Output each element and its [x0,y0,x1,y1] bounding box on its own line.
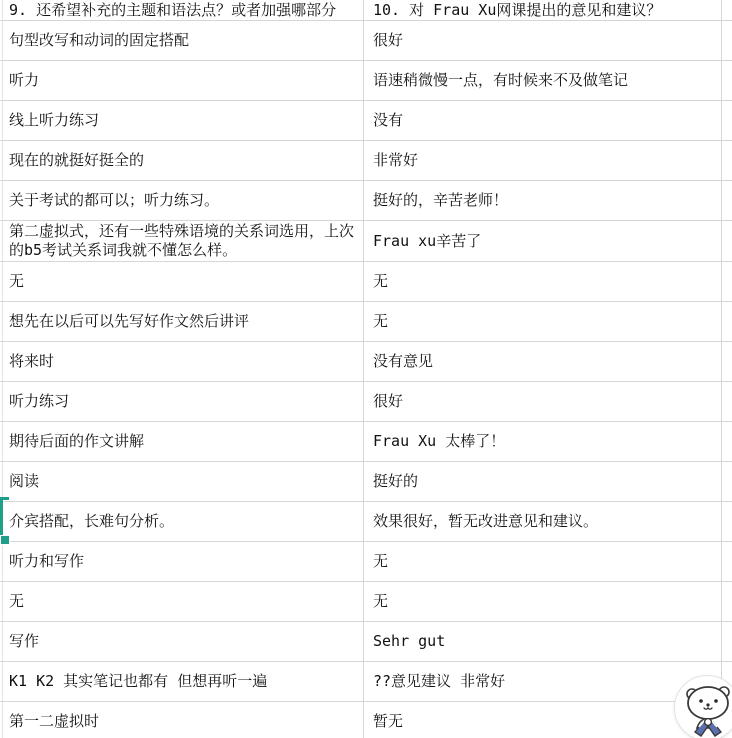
table-cell[interactable]: 听力和写作 [0,542,364,581]
table-cell[interactable]: 效果很好，暂无改进意见和建议。 [364,502,722,541]
table-cell[interactable]: 很好 [364,21,722,60]
filler-cell[interactable] [722,542,732,581]
selection-border-top [0,497,9,500]
table-cell[interactable]: 第二虚拟式，还有一些特殊语境的关系词选用，上次的b5考试关系词我就不懂怎么样。 [0,221,364,261]
table-cell[interactable]: 很好 [364,382,722,421]
table-row [0,302,732,342]
filler-cell[interactable] [722,422,732,461]
table-cell[interactable]: Frau xu辛苦了 [364,221,722,261]
table-cell[interactable]: 关于考试的都可以；听力练习。 [0,181,364,220]
table-row [0,262,732,302]
table-cell[interactable]: 挺好的 [364,462,722,501]
table-cell[interactable]: 想先在以后可以先写好作文然后讲评 [0,302,364,341]
filler-cell[interactable] [722,462,732,501]
table-cell[interactable]: 听力练习 [0,382,364,421]
table-row [0,382,732,422]
table-cell[interactable]: 现在的就挺好挺全的 [0,141,364,180]
filler-cell[interactable] [722,502,732,541]
table-cell[interactable]: 语速稍微慢一点，有时候来不及做笔记 [364,61,722,100]
table-cell[interactable]: Frau Xu 太棒了！ [364,422,722,461]
table-cell[interactable]: 无 [364,302,722,341]
table-cell[interactable]: 没有意见 [364,342,722,381]
filler-cell[interactable] [722,21,732,60]
bear-icon [675,676,732,738]
filler-cell[interactable] [722,302,732,341]
filler-cell[interactable] [722,101,732,140]
table-cell[interactable]: 第一二虚拟时 [0,702,364,738]
header-row [0,0,732,21]
table-row [0,21,732,61]
table-cell[interactable]: 无 [0,262,364,301]
filler-cell[interactable] [722,141,732,180]
table-row [0,542,732,582]
table-row [0,702,732,738]
table-row [0,141,732,181]
table-row [0,181,732,221]
table-row [0,622,732,662]
table-cell[interactable]: 无 [0,582,364,621]
table-cell[interactable]: Sehr gut [364,622,722,661]
table-cell[interactable]: 阅读 [0,462,364,501]
table-cell[interactable]: 介宾搭配，长难句分析。 [0,502,364,541]
table-cell[interactable]: 非常好 [364,141,722,180]
table-row [0,101,732,141]
table-row [0,342,732,382]
column-header-q9[interactable]: 9. 还希望补充的主题和语法点？或者加强哪部分 [0,0,364,20]
filler-cell[interactable] [722,382,732,421]
table-cell[interactable]: 将来时 [0,342,364,381]
table-row [0,582,732,622]
header-filler-cell[interactable] [722,0,732,20]
filler-cell[interactable] [722,61,732,100]
table-row [0,422,732,462]
table-cell[interactable]: 期待后面的作文讲解 [0,422,364,461]
table-row [0,61,732,101]
filler-cell[interactable] [722,221,732,261]
filler-cell[interactable] [722,181,732,220]
table-cell[interactable]: 没有 [364,101,722,140]
filler-cell[interactable] [722,582,732,621]
table-row [0,221,732,262]
filler-cell[interactable] [722,262,732,301]
table-row [0,502,732,542]
table-cell[interactable]: 无 [364,582,722,621]
table-cell[interactable]: 写作 [0,622,364,661]
table-cell[interactable]: 句型改写和动词的固定搭配 [0,21,364,60]
table-cell[interactable]: 线上听力练习 [0,101,364,140]
bear-mascot-sticker[interactable] [674,675,732,738]
table-cell[interactable]: 挺好的，辛苦老师！ [364,181,722,220]
table-row [0,662,732,702]
table-row [0,462,732,502]
table-cell[interactable]: ??意见建议 非常好 [364,662,722,701]
table-cell[interactable]: 暂无 [364,702,722,738]
column-header-q10[interactable]: 10. 对 Frau Xu网课提出的意见和建议？ [364,0,722,20]
table-cell[interactable]: 无 [364,262,722,301]
table-cell[interactable]: 无 [364,542,722,581]
filler-cell[interactable] [722,622,732,661]
selection-fill-handle[interactable] [0,535,10,545]
filler-cell[interactable] [722,342,732,381]
table-cell[interactable]: K1 K2 其实笔记也都有 但想再听一遍 [0,662,364,701]
table-cell[interactable]: 听力 [0,61,364,100]
